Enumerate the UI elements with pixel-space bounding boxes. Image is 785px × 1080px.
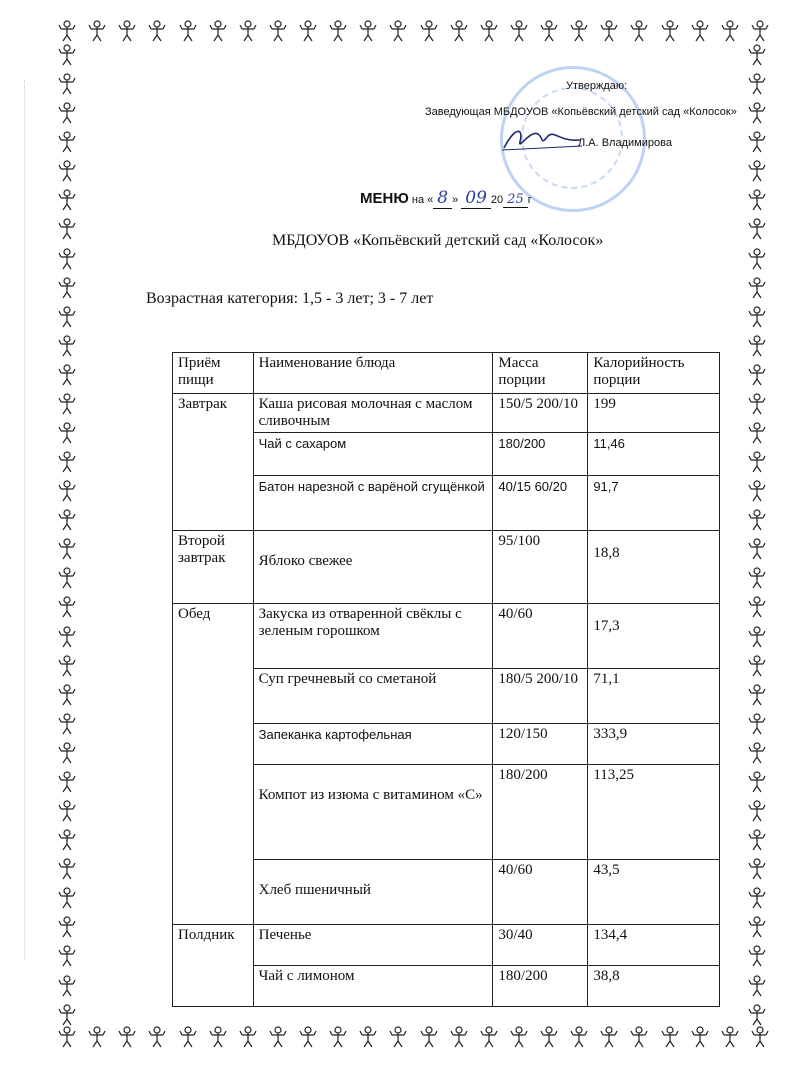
border-figure-icon (510, 1026, 528, 1050)
menu-on: на (411, 194, 425, 206)
border-figure-icon (58, 451, 82, 473)
mass-cell: 30/40 (493, 925, 588, 966)
mass-cell: 150/5 200/10 (493, 394, 588, 433)
border-figure-icon (209, 1026, 227, 1050)
mass-cell: 95/100 (493, 531, 588, 604)
border-figure-icon (58, 596, 82, 618)
border-figure-icon (748, 800, 772, 822)
year-prefix: 20 (490, 194, 504, 206)
border-figure-icon (209, 20, 227, 44)
border-figure-icon (748, 538, 772, 560)
border-figure-icon (600, 1026, 618, 1050)
border-figure-icon (58, 393, 82, 415)
border-figure-icon (540, 1026, 558, 1050)
border-figure-icon (450, 1026, 468, 1050)
border-figure-icon (661, 20, 679, 44)
table-row (173, 476, 720, 531)
kcal-cell: 333,9 (588, 724, 720, 765)
table-row (173, 860, 720, 925)
border-figure-icon (58, 829, 82, 851)
dish-cell: Компот из изюма с витамином «С» (253, 765, 493, 860)
border-figure-icon (58, 364, 82, 386)
border-figure-icon (751, 20, 769, 44)
menu-table (172, 352, 720, 1007)
border-figure-icon (148, 20, 166, 44)
border-figure-icon (748, 73, 772, 95)
dish-cell: Запеканка картофельная (253, 724, 493, 765)
kcal-cell: 113,25 (588, 765, 720, 860)
kcal-cell: 199 (588, 394, 720, 433)
mass-cell: 180/200 (493, 966, 588, 1007)
border-figure-icon (480, 1026, 498, 1050)
border-figure-icon (748, 567, 772, 589)
meal-cell: Второй завтрак (173, 531, 254, 604)
mass-cell: 180/5 200/10 (493, 669, 588, 724)
border-figure-icon (600, 20, 618, 44)
decorative-border-left (58, 44, 82, 1026)
menu-title-line (360, 188, 532, 209)
border-figure-icon (58, 160, 82, 182)
border-figure-icon (58, 684, 82, 706)
border-figure-icon (748, 713, 772, 735)
kcal-cell: 71,1 (588, 669, 720, 724)
border-figure-icon (748, 480, 772, 502)
border-figure-icon (239, 1026, 257, 1050)
table-header-row (173, 353, 720, 394)
header-dish: Наименование блюда (253, 353, 493, 394)
dish-cell: Яблоко свежее (253, 531, 493, 604)
border-figure-icon (748, 131, 772, 153)
border-figure-icon (748, 684, 772, 706)
border-figure-icon (480, 20, 498, 44)
table-row (173, 604, 720, 669)
border-figure-icon (58, 1026, 76, 1050)
border-figure-icon (58, 306, 82, 328)
border-figure-icon (58, 742, 82, 764)
border-figure-icon (118, 20, 136, 44)
border-figure-icon (58, 626, 82, 648)
border-figure-icon (58, 189, 82, 211)
border-figure-icon (748, 829, 772, 851)
kcal-cell: 38,8 (588, 966, 720, 1007)
menu-word: МЕНЮ (360, 190, 409, 207)
border-figure-icon (748, 218, 772, 240)
table-row (173, 394, 720, 433)
border-figure-icon (748, 858, 772, 880)
border-figure-icon (359, 1026, 377, 1050)
border-figure-icon (748, 393, 772, 415)
border-figure-icon (748, 364, 772, 386)
border-figure-icon (510, 20, 528, 44)
border-figure-icon (389, 1026, 407, 1050)
border-figure-icon (748, 44, 772, 66)
border-figure-icon (58, 713, 82, 735)
mass-cell: 40/60 (493, 860, 588, 925)
border-figure-icon (58, 538, 82, 560)
border-figure-icon (58, 73, 82, 95)
table-row (173, 724, 720, 765)
border-figure-icon (748, 916, 772, 938)
table-row (173, 765, 720, 860)
border-figure-icon (420, 1026, 438, 1050)
border-figure-icon (299, 1026, 317, 1050)
organization-name: МБДОУОВ «Копьёвский детский сад «Колосок» (272, 232, 604, 249)
decorative-border-right (748, 44, 772, 1026)
border-figure-icon (661, 1026, 679, 1050)
mass-cell: 40/60 (493, 604, 588, 669)
border-figure-icon (748, 626, 772, 648)
border-figure-icon (58, 1004, 82, 1026)
menu-month: 09 (461, 188, 491, 209)
border-figure-icon (58, 567, 82, 589)
border-figure-icon (58, 975, 82, 997)
border-figure-icon (269, 1026, 287, 1050)
border-figure-icon (748, 248, 772, 270)
border-figure-icon (58, 20, 76, 44)
border-figure-icon (420, 20, 438, 44)
quote-close: » (452, 194, 459, 206)
border-figure-icon (58, 335, 82, 357)
border-figure-icon (570, 20, 588, 44)
border-figure-icon (329, 20, 347, 44)
table-row (173, 669, 720, 724)
table-row (173, 966, 720, 1007)
kcal-cell: 11,46 (588, 433, 720, 476)
border-figure-icon (691, 20, 709, 44)
decorative-border-bottom (58, 1026, 769, 1050)
border-figure-icon (58, 131, 82, 153)
mass-cell: 40/15 60/20 (493, 476, 588, 531)
border-figure-icon (179, 20, 197, 44)
border-figure-icon (58, 248, 82, 270)
border-figure-icon (359, 20, 377, 44)
border-figure-icon (748, 509, 772, 531)
border-figure-icon (58, 655, 82, 677)
border-figure-icon (329, 1026, 347, 1050)
mass-cell: 180/200 (493, 433, 588, 476)
border-figure-icon (748, 975, 772, 997)
border-figure-icon (299, 20, 317, 44)
kcal-cell: 43,5 (588, 860, 720, 925)
table-row (173, 531, 720, 604)
border-figure-icon (58, 480, 82, 502)
border-figure-icon (540, 20, 558, 44)
kcal-cell: 134,4 (588, 925, 720, 966)
border-figure-icon (58, 102, 82, 124)
border-figure-icon (179, 1026, 197, 1050)
border-figure-icon (748, 189, 772, 211)
border-figure-icon (630, 1026, 648, 1050)
border-figure-icon (58, 916, 82, 938)
border-figure-icon (450, 20, 468, 44)
border-figure-icon (389, 20, 407, 44)
table-row (173, 433, 720, 476)
border-figure-icon (748, 102, 772, 124)
kcal-cell: 91,7 (588, 476, 720, 531)
border-figure-icon (570, 1026, 588, 1050)
border-figure-icon (748, 306, 772, 328)
approval-signatory: Л.А. Владимирова (578, 137, 672, 149)
border-figure-icon (269, 20, 287, 44)
border-figure-icon (58, 422, 82, 444)
menu-year: 25 (503, 192, 528, 208)
border-figure-icon (58, 945, 82, 967)
menu-day: 8 (433, 188, 452, 209)
dish-cell: Хлеб пшеничный (253, 860, 493, 925)
border-figure-icon (88, 20, 106, 44)
border-figure-icon (58, 218, 82, 240)
border-figure-icon (58, 800, 82, 822)
quote-open: « (427, 194, 434, 206)
header-meal: Приём пищи (173, 353, 254, 394)
mass-cell: 180/200 (493, 765, 588, 860)
border-figure-icon (691, 1026, 709, 1050)
approval-title: Утверждаю: (566, 80, 628, 92)
border-figure-icon (748, 742, 772, 764)
scan-edge (24, 80, 25, 960)
border-figure-icon (748, 1004, 772, 1026)
dish-cell: Каша рисовая молочная с маслом сливочным (253, 394, 493, 433)
kcal-cell: 17,3 (588, 604, 720, 669)
border-figure-icon (58, 277, 82, 299)
border-figure-icon (118, 1026, 136, 1050)
border-figure-icon (58, 44, 82, 66)
border-figure-icon (58, 858, 82, 880)
dish-cell: Суп гречневый со сметаной (253, 669, 493, 724)
kcal-cell: 18,8 (588, 531, 720, 604)
age-category: Возрастная категория: 1,5 - 3 лет; 3 - 7 лет (146, 290, 434, 307)
table-row (173, 925, 720, 966)
border-figure-icon (58, 887, 82, 909)
border-figure-icon (721, 20, 739, 44)
border-figure-icon (748, 160, 772, 182)
mass-cell: 120/150 (493, 724, 588, 765)
border-figure-icon (748, 422, 772, 444)
dish-cell: Чай с лимоном (253, 966, 493, 1007)
border-figure-icon (748, 887, 772, 909)
meal-cell: Полдник (173, 925, 254, 1007)
decorative-border-top (58, 20, 769, 44)
dish-cell: Чай с сахаром (253, 433, 493, 476)
dish-cell: Закуска из отваренной свёклы с зеленым горошком (253, 604, 493, 669)
header-kcal: Калорийность порции (588, 353, 720, 394)
meal-cell: Завтрак (173, 394, 254, 531)
header-mass: Масса порции (493, 353, 588, 394)
border-figure-icon (748, 451, 772, 473)
border-figure-icon (721, 1026, 739, 1050)
dish-cell: Печенье (253, 925, 493, 966)
border-figure-icon (748, 771, 772, 793)
border-figure-icon (239, 20, 257, 44)
border-figure-icon (58, 771, 82, 793)
approval-head: Заведующая МБДОУОВ «Копьёвский детский сад «Колосок» (425, 106, 737, 118)
border-figure-icon (748, 945, 772, 967)
border-figure-icon (748, 596, 772, 618)
border-figure-icon (748, 277, 772, 299)
border-figure-icon (748, 655, 772, 677)
border-figure-icon (748, 335, 772, 357)
border-figure-icon (148, 1026, 166, 1050)
year-unit: г (527, 194, 532, 206)
border-figure-icon (751, 1026, 769, 1050)
border-figure-icon (88, 1026, 106, 1050)
border-figure-icon (58, 509, 82, 531)
meal-cell: Обед (173, 604, 254, 925)
handwritten-signature (500, 124, 584, 154)
dish-cell: Батон нарезной с варёной сгущёнкой (253, 476, 493, 531)
border-figure-icon (630, 20, 648, 44)
